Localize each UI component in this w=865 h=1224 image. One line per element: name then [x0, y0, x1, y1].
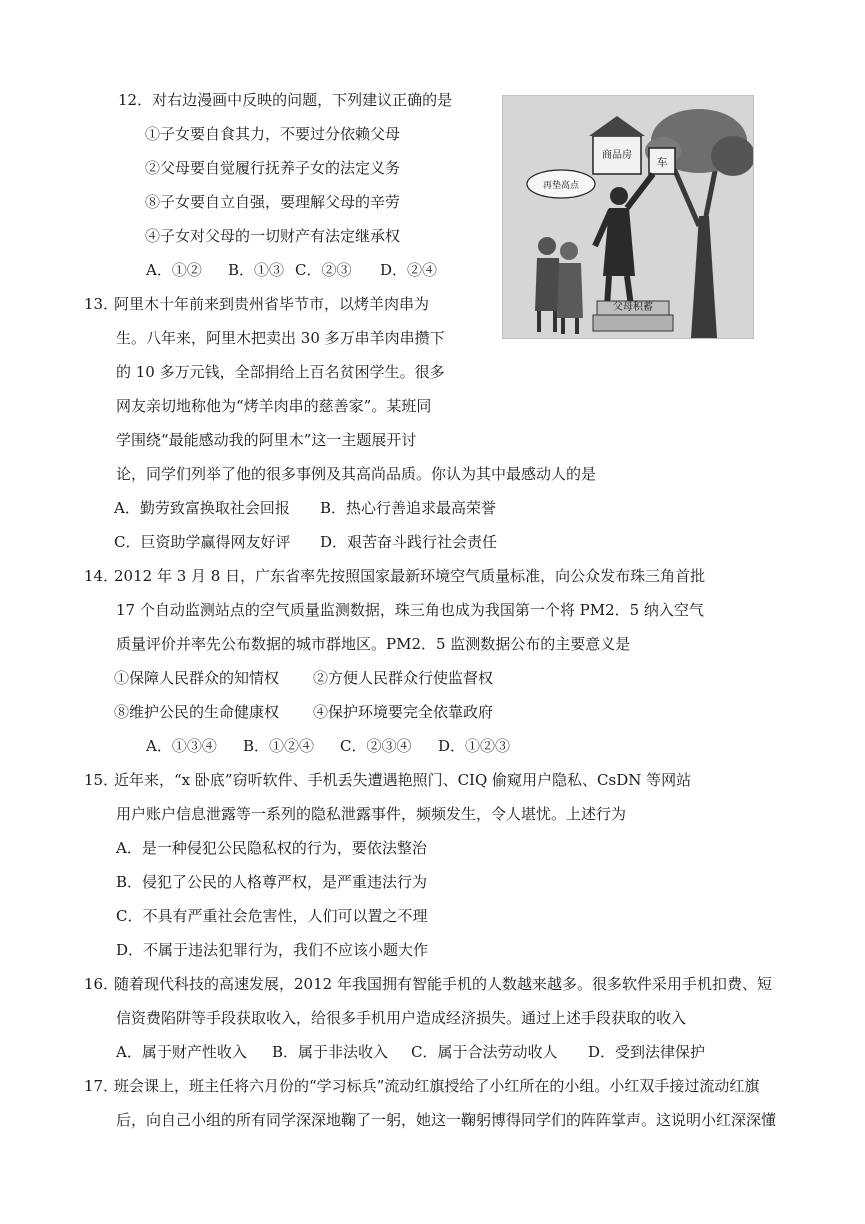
q14-line-2: 17 个自动监测站点的空气质量监测数据，珠三角也成为我国第一个将 PM2．5 纳入空气 [116, 601, 704, 619]
q12-option-b[interactable]: B．①③ [228, 261, 285, 279]
q14-line-1: 2012 年 3 月 8 日，广东省率先按照国家最新环境空气质量标准，向公众发布珠三角首批 [114, 567, 706, 585]
q13-line-4: 网友亲切地称他为“烤羊肉串的慈善家”。某班同 [116, 397, 432, 415]
q14-number: 14． [84, 567, 119, 585]
q13-option-b[interactable]: B．热心行善追求最高荣誉 [320, 499, 497, 517]
q12-item-4: ④子女对父母的一切财产有法定继承权 [145, 227, 401, 245]
q12-option-a[interactable]: A．①② [146, 261, 202, 279]
q14-item-3: ⑧维护公民的生命健康权 [114, 703, 280, 721]
q12-options [146, 260, 437, 280]
q14-item-2: ②方便人民群众行使监督权 [313, 669, 494, 687]
q12-item-3: ⑧子女要自立自强，要理解父母的辛劳 [145, 193, 401, 211]
q14-option-c[interactable]: C．②③④ [340, 737, 412, 755]
q14-option-a[interactable]: A．①③④ [146, 737, 217, 755]
q15-option-a[interactable]: A．是一种侵犯公民隐私权的行为，要依法整治 [116, 839, 427, 857]
q12-option-d[interactable]: D．②④ [380, 261, 438, 279]
q15-line-1: 近年来，“x 卧底”窃听软件、手机丢失遭遇艳照门、CIQ 偷窥用户隐私、CsDN 等网站 [114, 771, 692, 789]
q15-line-2: 用户账户信息泄露等一系列的隐私泄露事件，频频发生，令人堪忧。上述行为 [116, 805, 627, 823]
cartoon-base-label: 父母积蓄 [613, 302, 653, 313]
q13-number: 13． [84, 295, 119, 313]
q15-option-d[interactable]: D．不属于违法犯罪行为，我们不应该小题大作 [116, 941, 429, 959]
q14-option-b[interactable]: B．①②④ [243, 737, 315, 755]
q16-option-b[interactable]: B．属于非法收入 [272, 1043, 389, 1061]
q16-number: 16． [84, 975, 119, 993]
q17-number: 17． [84, 1077, 119, 1095]
q16-option-d[interactable]: D．受到法律保护 [588, 1043, 706, 1061]
q13-option-c[interactable]: C．巨资助学赢得网友好评 [114, 533, 291, 551]
q14-item-4: ④保护环境要完全依靠政府 [313, 703, 494, 721]
q14-options [146, 736, 510, 756]
q13-option-d[interactable]: D．艰苦奋斗践行社会责任 [320, 533, 498, 551]
q12-stem: 12．对右边漫画中反映的问题，下列建议正确的是 [118, 91, 453, 109]
cartoon-bubble-text: 再垫高点 [542, 181, 580, 191]
q13-line-6: 论，同学们列举了他的很多事例及其高尚品质。你认为其中最感动人的是 [116, 465, 597, 483]
cartoon-illustration [502, 95, 754, 339]
q13-line-1: 阿里木十年前来到贵州省毕节市，以烤羊肉串为 [114, 295, 430, 313]
cartoon-sign-house: 商品房 [602, 150, 632, 161]
q15-number: 15． [84, 771, 119, 789]
q17-line-1: 班会课上，班主任将六月份的“学习标兵”流动红旗授给了小红所在的小组。小红双手接过流动红旗 [114, 1077, 760, 1095]
q14-item-1: ①保障人民群众的知情权 [114, 669, 280, 687]
q15-option-b[interactable]: B．侵犯了公民的人格尊严权，是严重违法行为 [116, 873, 428, 891]
q15-option-c[interactable]: C．不具有严重社会危害性，人们可以置之不理 [116, 907, 428, 925]
q12-item-2: ②父母要自觉履行抚养子女的法定义务 [145, 159, 401, 177]
q13-option-a[interactable]: A．勤劳致富换取社会回报 [114, 499, 290, 517]
q16-option-c[interactable]: C．属于合法劳动收人 [411, 1043, 558, 1061]
q16-line-1: 随着现代科技的高速发展，2012 年我国拥有智能手机的人数越来越多。很多软件采用手机扣费、短 [114, 975, 772, 993]
q14-option-d[interactable]: D．①②③ [438, 737, 511, 755]
q13-line-5: 学围绕“最能感动我的阿里木”这一主题展开讨 [116, 431, 417, 449]
q17-line-2: 后，向自己小组的所有同学深深地鞠了一躬，她这一鞠躬博得同学们的阵阵掌声。这说明小红深深懂 [116, 1111, 777, 1129]
cartoon-sign-car: 车 [656, 156, 668, 169]
q13-line-3: 的 10 多万元钱，全部捐给上百名贫困学生。很多 [116, 363, 445, 381]
q16-options [116, 1042, 705, 1062]
q14-line-3: 质量评价并率先公布数据的城市群地区。PM2．5 监测数据公布的主要意义是 [116, 635, 631, 653]
q16-option-a[interactable]: A．属于财产性收入 [116, 1043, 247, 1061]
q12-option-c[interactable]: C．②③ [295, 261, 352, 279]
q12-item-1: ①子女要自食其力，不要过分依赖父母 [145, 125, 401, 143]
q13-line-2: 生。八年来，阿里木把卖出 30 多万串羊肉串攒下 [116, 329, 445, 347]
q16-line-2: 信资费陷阱等手段获取收入，给很多手机用户造成经济损失。通过上述手段获取的收入 [116, 1009, 687, 1027]
